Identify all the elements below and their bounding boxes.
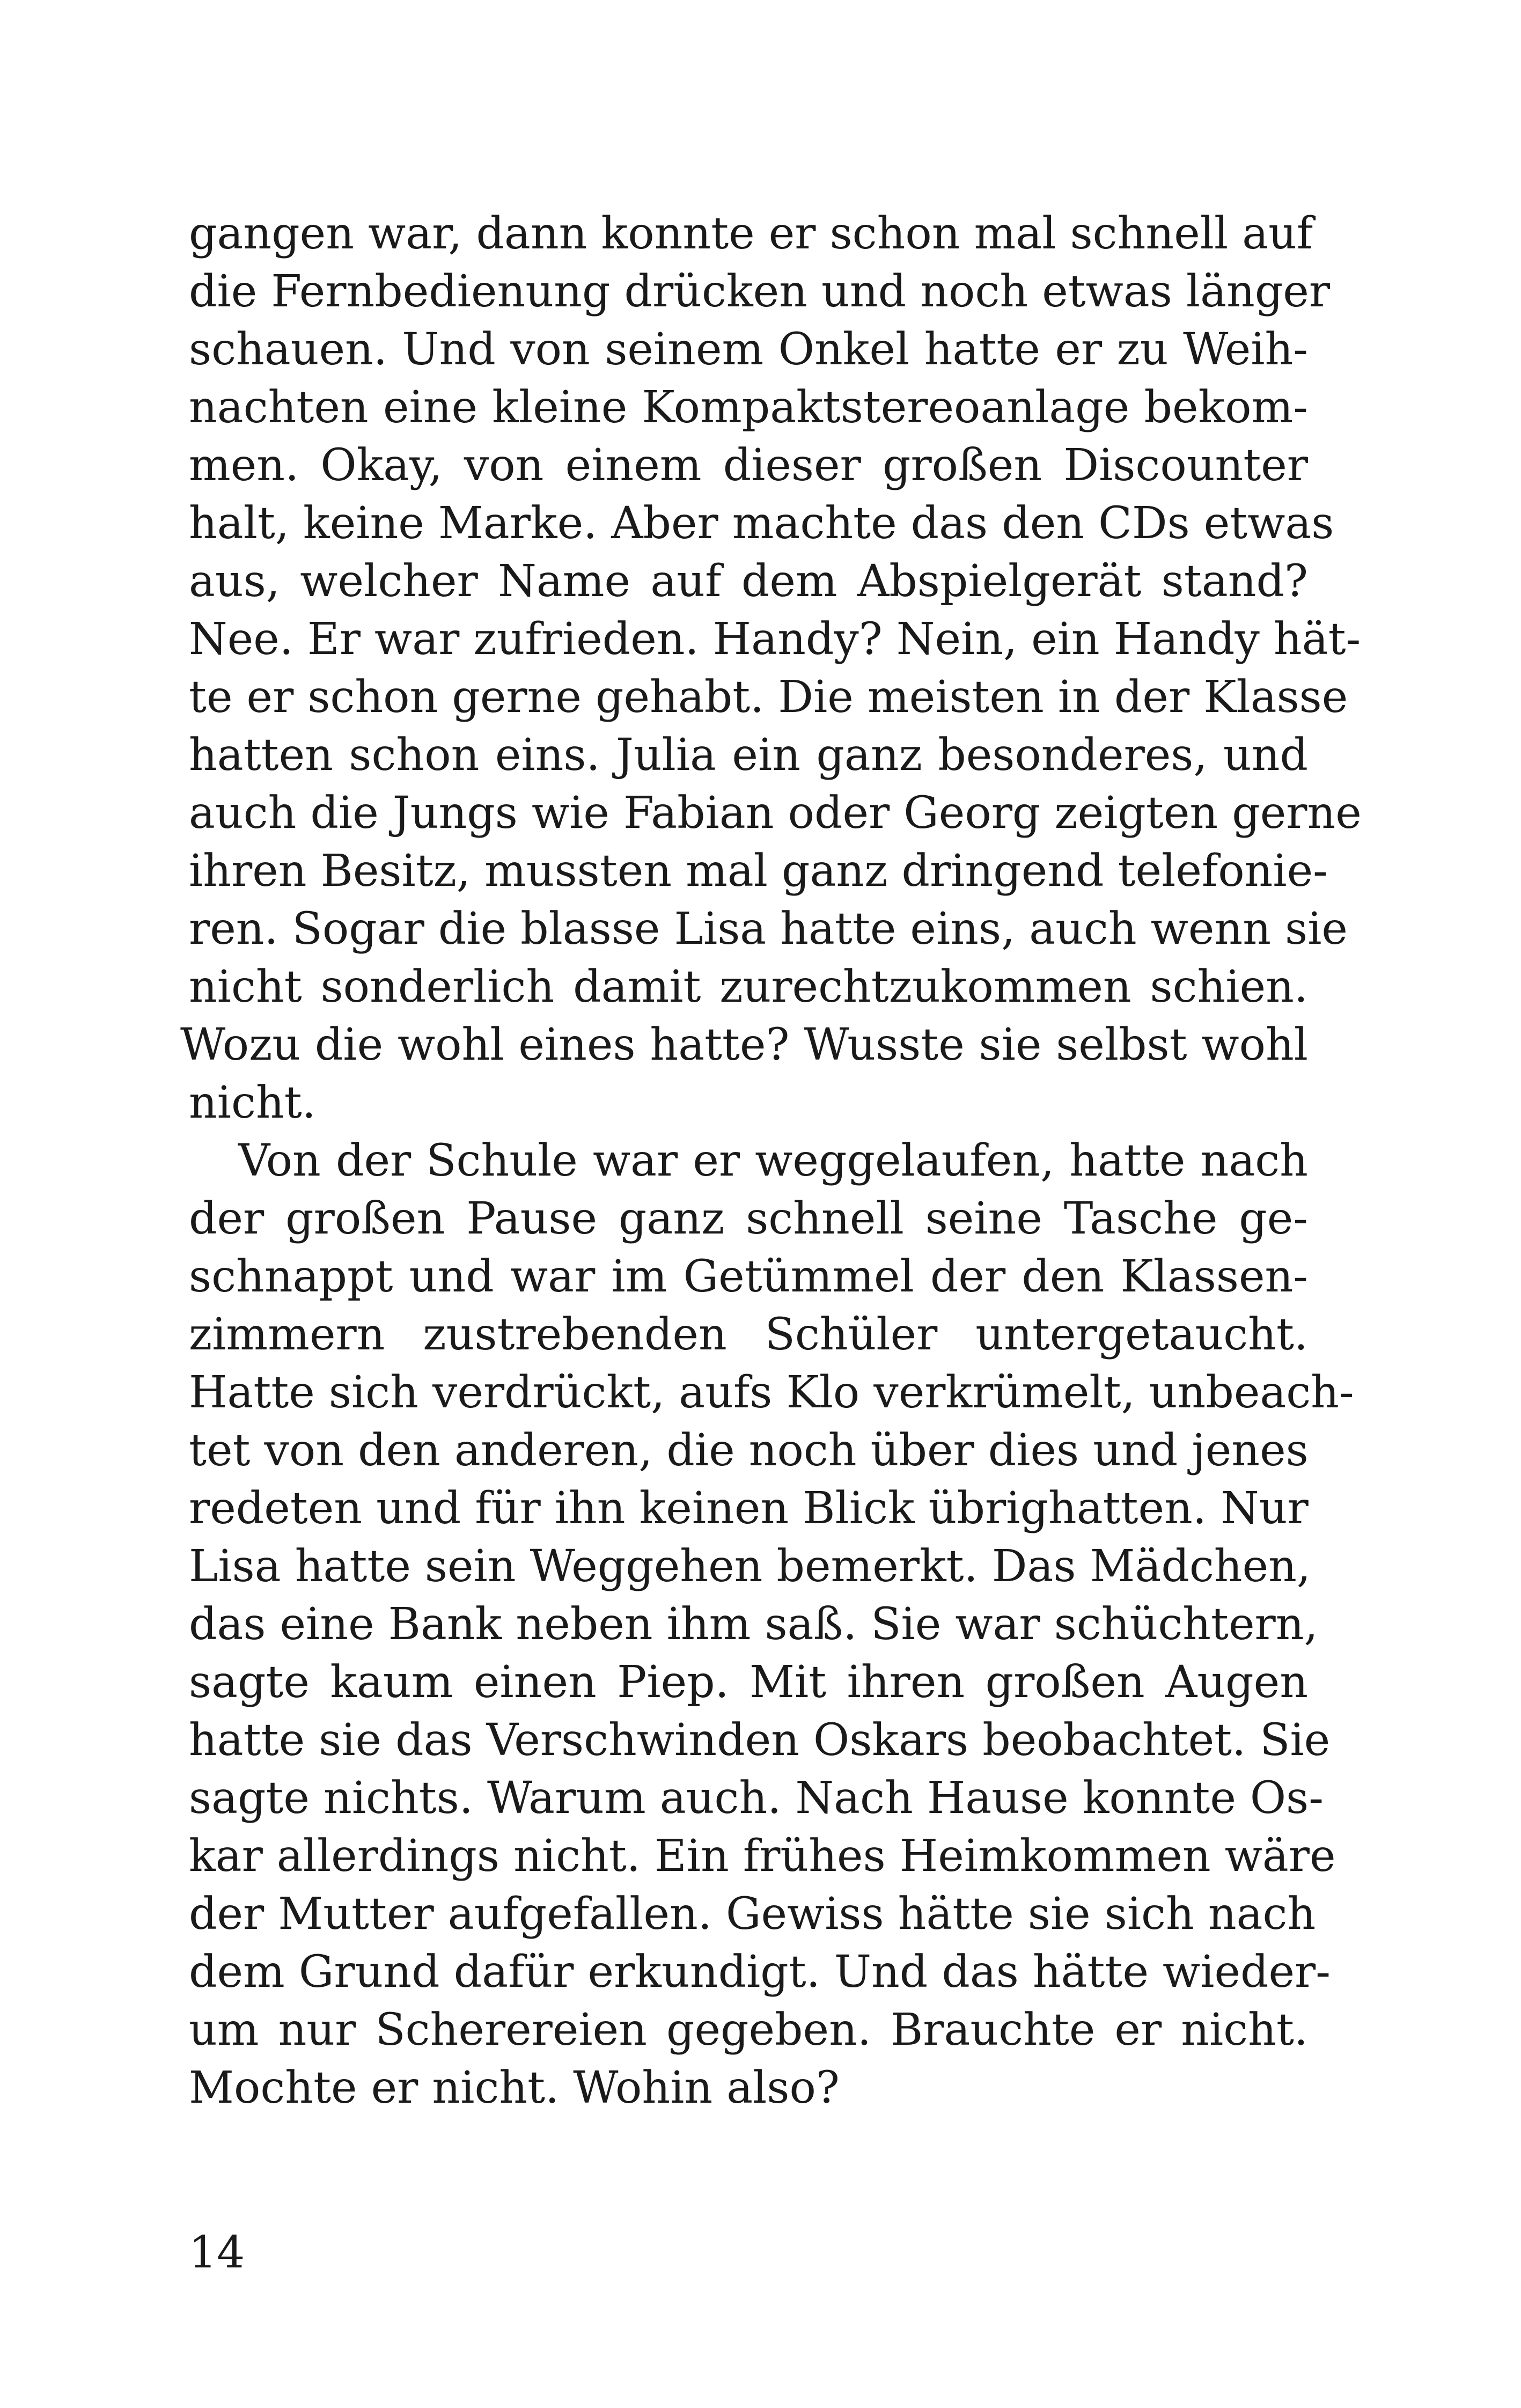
text-line: um nur Scherereien gegeben. Brauchte er nicht. [189,2005,1308,2055]
paragraph [189,1132,1354,2117]
page-number: 14 [189,2227,245,2278]
body-text [180,205,1362,2117]
paragraph [180,205,1362,1132]
text-line: Wozu die wohl eines hatte? Wusste sie selbst wohl [180,1019,1308,1070]
text-line: der großen Pause ganz schnell seine Tasche ge- [189,1193,1308,1244]
text-line: sagte kaum einen Piep. Mit ihren großen Augen [189,1657,1308,1708]
text-line: kar allerdings nicht. Ein frühes Heimkommen wäre [189,1831,1336,1882]
text-line: te er schon gerne gehabt. Die meisten in der Klasse [189,672,1348,723]
text-line: der Mutter aufgefallen. Gewiss hätte sie sich nach [189,1889,1316,1940]
text-line: halt, keine Marke. Aber machte das den CDs etwas [189,498,1334,549]
text-line: Mochte er nicht. Wohin also? [189,2062,840,2113]
text-line: redeten und für ihn keinen Blick übrighatten. Nur [189,1483,1309,1534]
text-line: sagte nichts. Warum auch. Nach Hause konnte Os- [189,1773,1324,1824]
text-line: Hatte sich verdrückt, aufs Klo verkrümelt, unbeach- [189,1367,1354,1418]
text-line: das eine Bank neben ihm saß. Sie war schüchtern, [189,1599,1318,1650]
text-line: ihren Besitz, mussten mal ganz dringend telefonie- [189,846,1328,897]
text-line: nachten eine kleine Kompaktstereoanlage bekom- [189,382,1308,433]
text-line: men. Okay, von einem dieser großen Discounter [189,440,1308,491]
text-line: hatte sie das Verschwinden Oskars beobachtet. Sie [189,1715,1331,1766]
text-line: die Fernbedienung drücken und noch etwas länger [189,266,1331,317]
text-line: zimmern zustrebenden Schüler untergetaucht. [189,1309,1308,1360]
text-line: nicht. [189,1077,316,1128]
text-line: dem Grund dafür erkundigt. Und das hätte wieder- [189,1947,1331,1998]
text-line: aus, welcher Name auf dem Abspielgerät stand? [189,556,1308,607]
text-line: gangen war, dann konnte er schon mal schnell auf [189,208,1313,259]
text-line: Nee. Er war zufrieden. Handy? Nein, ein Handy hät- [189,614,1361,665]
text-line: Von der Schule war er weggelaufen, hatte nach [238,1135,1308,1186]
text-line: auch die Jungs wie Fabian oder Georg zeigten gerne [189,788,1362,839]
text-line: schnappt und war im Getümmel der den Klassen- [189,1251,1308,1302]
text-line: Lisa hatte sein Weggehen bemerkt. Das Mädchen, [189,1541,1311,1592]
text-line: nicht sonderlich damit zurechtzukommen schien. [189,961,1308,1012]
text-line: ren. Sogar die blasse Lisa hatte eins, auch wenn sie [189,904,1348,955]
text-line: hatten schon eins. Julia ein ganz besonderes, und [189,730,1308,781]
text-line: schauen. Und von seinem Onkel hatte er zu Weih- [189,324,1308,375]
text-line: tet von den anderen, die noch über dies und jenes [189,1425,1309,1476]
